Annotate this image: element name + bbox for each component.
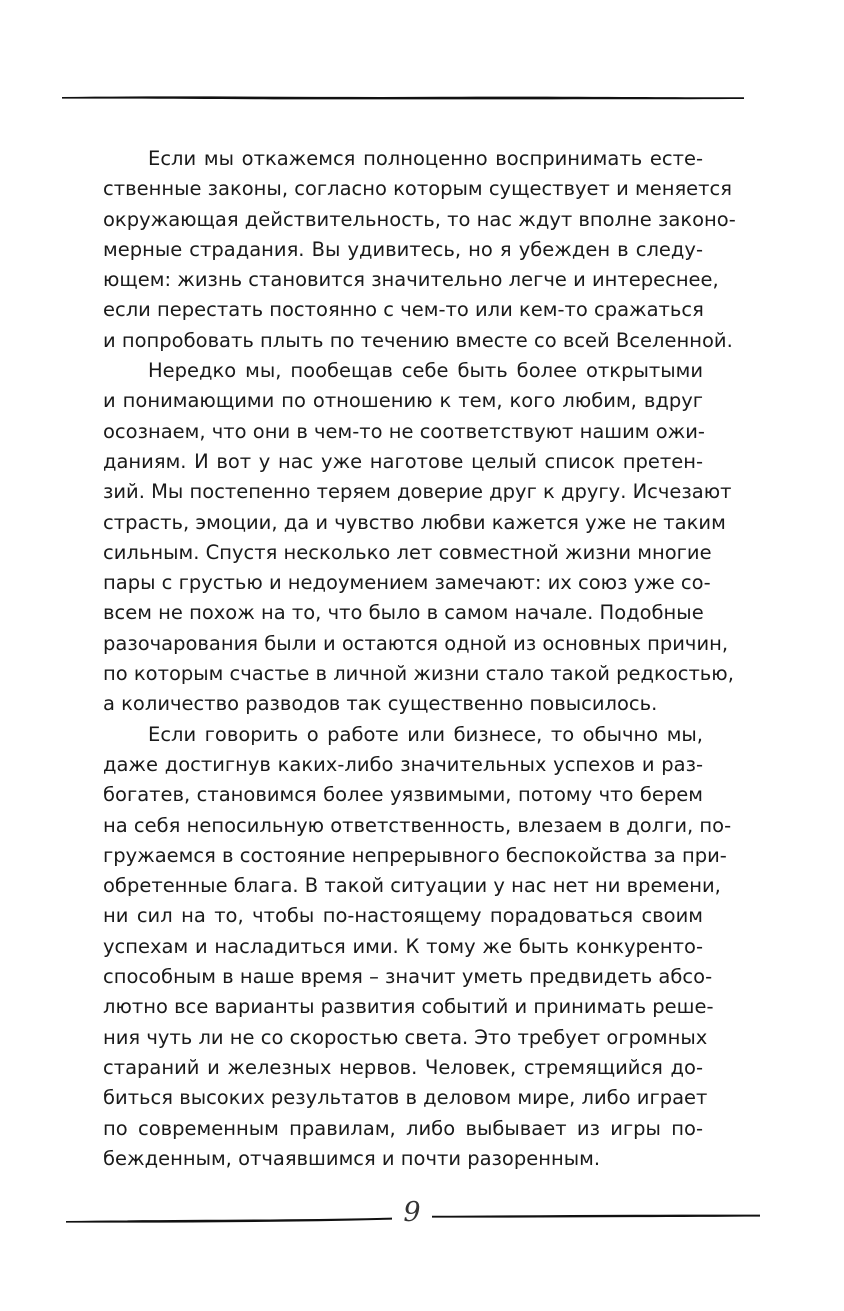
text-line: по современным правилам, либо выбывает из игры по- [103, 1116, 703, 1140]
text-line: бежденным, отчаявшимся и почти разоренным. [103, 1146, 601, 1170]
text-line: стараний и железных нервов. Человек, стремящийся до- [103, 1055, 703, 1079]
text-line: сильным. Спустя несколько лет совместной жизни многие [103, 540, 712, 564]
text-line: Если говорить о работе или бизнесе, то обычно мы, [148, 722, 703, 746]
text-line: обретенные блага. В такой ситуации у нас нет ни времени, [103, 874, 721, 898]
text-line: по которым счастье в личной жизни стало такой редкостью, [103, 662, 734, 686]
paragraph [103, 356, 734, 720]
text-line: всем не похож на то, что было в самом начале. Подобные [103, 601, 704, 625]
paragraph [103, 720, 732, 1174]
text-line: ющем: жизнь становится значительно легче и интереснее, [103, 268, 719, 292]
text-line: богатев, становимся более уязвимыми, потому что берем [103, 783, 703, 807]
text-line: если перестать постоянно с чем-то или кем-то сражаться [103, 298, 704, 322]
text-line: Если мы откажемся полноценно воспринимать есте- [148, 147, 703, 170]
text-line: лютно все варианты развития событий и принимать реше- [103, 995, 714, 1019]
text-line: осознаем, что они в чем-то не соответствуют нашим ожи- [103, 419, 705, 443]
text-line: способным в наше время – значит уметь предвидеть абсо- [103, 965, 713, 989]
text-line: даже достигнув каких-либо значительных успехов и раз- [103, 752, 703, 776]
text-line: успехам и насладиться ими. К тому же быть конкуренто- [103, 934, 703, 958]
text-line: Нередко мы, пообещав себе быть более открытыми [148, 359, 703, 383]
text-line: пары с грустью и недоумением замечают: их союз уже со- [103, 571, 711, 595]
text-line: гружаемся в состояние непрерывного беспокойства за при- [103, 843, 727, 867]
text-line: и попробовать плыть по течению вместе со всей Вселенной. [103, 328, 733, 352]
header-rule [62, 92, 744, 102]
text-line: ственные законы, согласно которым существует и меняется [103, 177, 732, 201]
text-line: ни сил на то, чтобы по-настоящему порадоваться своим [103, 904, 703, 928]
text-line: страсть, эмоции, да и чувство любви кажется уже не таким [103, 510, 726, 534]
text-line: ния чуть ли не со скоростью света. Это требует огромных [103, 1025, 708, 1049]
body-text [103, 144, 736, 1174]
text-line: зий. Мы постепенно теряем доверие друг к другу. Исчезают [103, 480, 732, 504]
text-line: и понимающими по отношению к тем, кого любим, вдруг [103, 389, 703, 413]
text-line: даниям. И вот у нас уже наготове целый список претен- [103, 449, 703, 473]
text-line: на себя непосильную ответственность, влезаем в долги, по- [103, 813, 732, 837]
text-line: разочарования были и остаются одной из основных причин, [103, 631, 729, 655]
text-line: биться высоких результатов в деловом мире, либо играет [103, 1086, 708, 1110]
page-number: 9 [403, 1197, 421, 1228]
text-line: окружающая действительность, то нас ждут вполне законо- [103, 207, 736, 231]
paragraph [103, 144, 736, 356]
text-line: а количество разводов так существенно повысилось. [103, 692, 658, 716]
text-line: мерные страдания. Вы удивитесь, но я убежден в следу- [103, 237, 703, 261]
